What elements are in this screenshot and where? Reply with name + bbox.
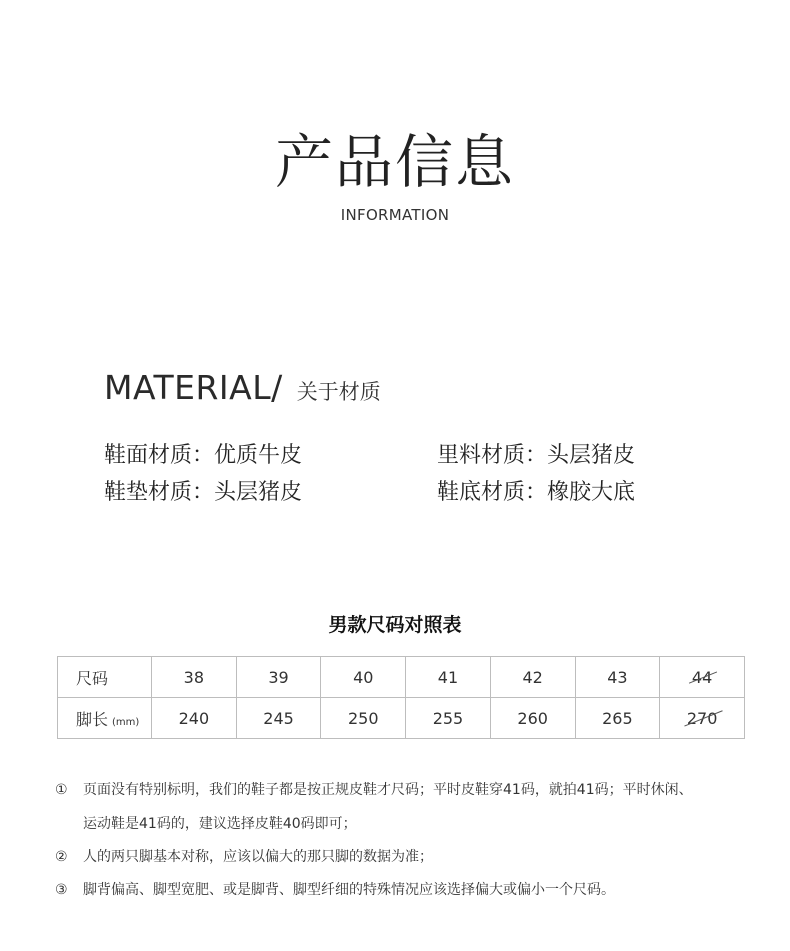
size-cell: 40	[321, 657, 406, 698]
note-1-continued	[55, 813, 755, 833]
length-cell-struck	[660, 698, 745, 739]
note-text: 脚背偏高、脚型宽肥、或是脚背、脚型纤细的特殊情况应该选择偏大或偏小一个尺码。	[83, 882, 615, 898]
note-1	[55, 779, 755, 799]
material-item-insole: 鞋垫材质：头层猪皮	[104, 480, 303, 505]
size-table-title: 男款尺码对照表	[328, 614, 462, 636]
length-cell: 255	[406, 698, 491, 739]
material-label: 里料材质	[437, 443, 526, 468]
table-row-lengths	[58, 698, 745, 739]
length-unit: (mm)	[112, 716, 140, 728]
note-number: ②	[55, 849, 68, 865]
note-3	[55, 879, 755, 899]
material-value: 橡胶大底	[547, 480, 636, 505]
table-row-sizes	[58, 657, 745, 698]
size-cell-struck	[660, 657, 745, 698]
note-text: 页面没有特别标明，我们的鞋子都是按正规皮鞋才尺码；平时皮鞋穿41码，就拍41码；平时休闲、	[83, 782, 693, 798]
material-heading-cn: 关于材质	[296, 380, 381, 404]
size-cell: 43	[575, 657, 660, 698]
length-label: 脚长	[76, 709, 109, 729]
length-cell: 250	[321, 698, 406, 739]
size-table	[57, 656, 745, 739]
size-cell: 41	[406, 657, 491, 698]
struck-length: 270	[686, 708, 718, 728]
note-text: 人的两只脚基本对称，应该以偏大的那只脚的数据为准；	[83, 849, 433, 865]
length-cell: 265	[575, 698, 660, 739]
size-cell: 39	[236, 657, 321, 698]
row-label-length	[58, 698, 152, 739]
material-value: 优质牛皮	[214, 443, 303, 468]
size-cell: 42	[490, 657, 575, 698]
note-text: 运动鞋是41码的，建议选择皮鞋40码即可；	[83, 816, 357, 832]
size-cell: 38	[152, 657, 237, 698]
material-heading	[104, 368, 381, 407]
struck-size: 44	[691, 667, 713, 687]
material-item-sole: 鞋底材质：橡胶大底	[437, 480, 636, 505]
length-cell: 260	[490, 698, 575, 739]
page-title: 产品信息	[274, 128, 515, 196]
page-subtitle: INFORMATION	[340, 206, 450, 224]
row-label-size: 尺码	[58, 657, 152, 698]
material-value: 头层猪皮	[547, 443, 636, 468]
note-number: ③	[55, 882, 68, 898]
material-label: 鞋面材质	[104, 443, 193, 468]
material-label: 鞋底材质	[437, 480, 526, 505]
note-2	[55, 846, 755, 866]
material-value: 头层猪皮	[214, 480, 303, 505]
material-heading-en: MATERIAL/	[104, 368, 283, 407]
length-cell: 240	[152, 698, 237, 739]
material-item-upper: 鞋面材质：优质牛皮	[104, 443, 303, 468]
length-cell: 245	[236, 698, 321, 739]
note-number: ①	[55, 782, 68, 798]
material-label: 鞋垫材质	[104, 480, 193, 505]
material-item-lining: 里料材质：头层猪皮	[437, 443, 636, 468]
